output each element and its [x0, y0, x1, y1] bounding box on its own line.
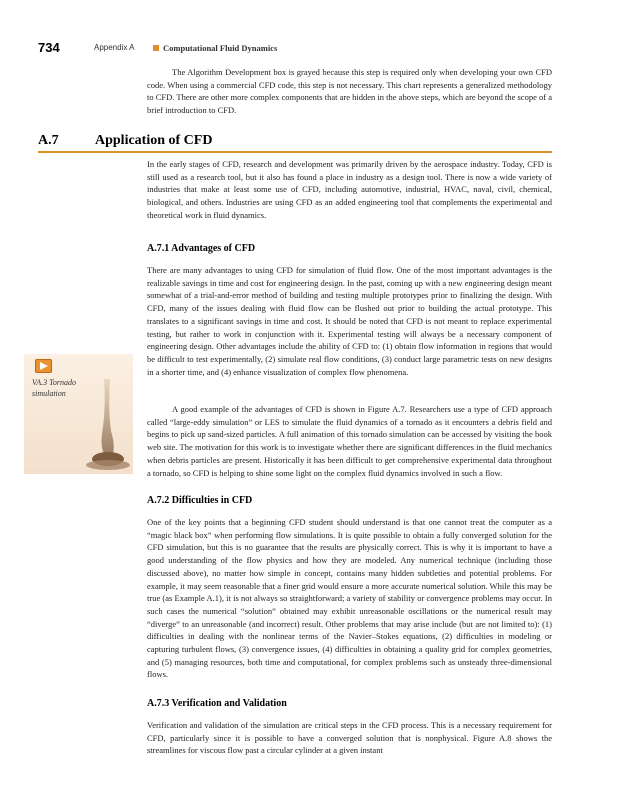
appendix-label: Appendix A — [94, 43, 135, 52]
advantages-paragraph-2: A good example of the advantages of CFD is shown in Figure A.7. Researchers use a type of CFD approach called “large-eddy simulation” or LES to simulate the fluid dynamics of a tornado as it encounters a debris field and begins to pick up sand-sized particles. A full animation of this tornado simulation can be accessed by visiting the book web site. The motivation for this work is to investigate whether there are significant differences in the fluid mechanics when debris particles are present. Historically it has been difficult to get comprehensive experimental data throughout a tornado, so CFD is helping to shine some light on the complex fluid dynamics involved in such a flow. — [147, 404, 552, 478]
subsection-heading-difficulties: A.7.2 Difficulties in CFD — [147, 495, 253, 506]
section-divider — [38, 151, 552, 153]
advantages-paragraph-1: There are many advantages to using CFD for simulation of fluid flow. One of the most important advantages is the realizable savings in time and cost for engineering design. In the past, coming up with a new engineering design meant somewhat of a trial-and-error method of building and testing multiple prototypes prior to finalizing the design. With CFD, many of the issues dealing with fluid flow can be flushed out prior to building the actual prototype. This translates to a significant savings in time and cost. It should be noted that CFD is not meant to replace experimental testing, but rather to work in conjunction with it. Experimental testing will always be a necessary component of engineering design. Other advantages include the ability of CFD to: (1) obtain flow information in regions that would be difficult to test experimentally, (2) simulate real flow conditions, (3) conduct large parametric tests on new designs in a shorter time, and (4) enhance visualization of complex flow phenomena. — [147, 265, 552, 377]
section-title: Application of CFD — [95, 133, 213, 148]
subsection-heading-verification: A.7.3 Verification and Validation — [147, 698, 287, 709]
header-square-icon — [153, 45, 159, 51]
chapter-title: Computational Fluid Dynamics — [163, 43, 278, 53]
running-header — [38, 40, 598, 56]
video-label[interactable]: VA.3 Tornado simulation — [32, 378, 77, 398]
difficulties-paragraph: One of the key points that a beginning CFD student should understand is that one cannot treat the computer as a “magic black box” when performing flow simulations. It is quite possible to obtain a fully converged solution for the CFD simulation, but this is no guarantee that the results are physically correct. This is why it is important to have a good understanding of the flow physics and how they are modeled. Any numerical technique (including those discussed above), no matter how simple in concept, contains many hidden subtleties and potential problems. For example, it may seem reasonable that a finer grid would ensure a more accurate numerical solution. While this may be true (as Example A.1), it is not always so straightforward; a variety of stability or convergence problems may occur. In such cases the numerical “solution” obtained may exhibit unreasonable oscillations or the numerical result may “diverge” to an unreasonable (and incorrect) result. Other problems that may arise include (but are not limited to): (1) difficulties in dealing with the nonlinear terms of the Navier–Stokes equations, (2) difficulties in modeling or capturing turbulent flows, (3) convergence issues, (4) difficulties in obtaining a quality grid for complex geometries, and (5) managing resources, both time and computational, for complex problems such as unsteady three-dimensional flows. — [147, 517, 552, 680]
play-video-icon[interactable] — [35, 359, 52, 373]
verification-paragraph: Verification and validation of the simulation are critical steps in the CFD process. This is a necessary requirement for CFD, particularly since it is possible to have a converged solution that is nonphysical. Figure A.8 shows the streamlines for viscous flow past a circular cylinder at a given instant — [147, 720, 552, 756]
page-number: 734 — [38, 40, 60, 55]
intro-paragraph: The Algorithm Development box is grayed because this step is required only when developing your own CFD code. When using a commercial CFD code, this step is not necessary. This chart represents a generalized methodology to CFD. There are other more complex components that are hidden in the above steps, which are beyond the scope of a brief introduction to CFD. — [147, 67, 552, 116]
section-paragraph: In the early stages of CFD, research and development was primarily driven by the aerospace industry. Today, CFD is still used as a research tool, but it also has found a place in industry as a design tool. There is now a wide variety of industries that make at least some use of CFD, including automotive, industrial, HVAC, naval, civil, chemical, biological, and others. Industries are using CFD as an added engineering tool that complements the experimental and theoretical work in fluid dynamics. — [147, 159, 552, 220]
subsection-heading-advantages: A.7.1 Advantages of CFD — [147, 243, 256, 254]
tornado-image — [84, 379, 130, 471]
video-sidebar[interactable] — [24, 354, 133, 474]
section-number: A.7 — [38, 133, 59, 148]
section-heading — [38, 133, 552, 151]
